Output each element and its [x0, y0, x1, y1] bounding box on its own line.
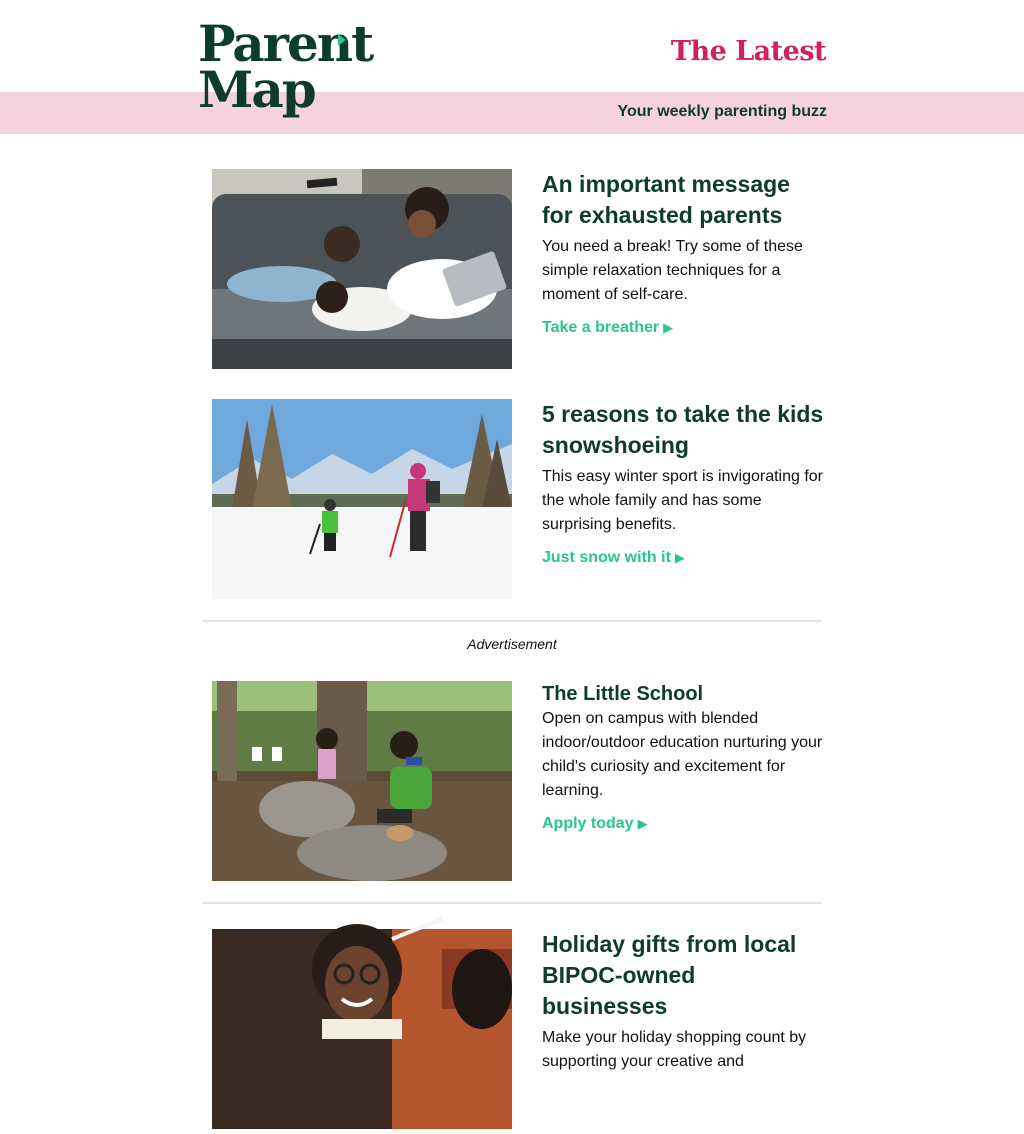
cta-label: Take a breather — [542, 319, 660, 336]
email-header — [0, 0, 1024, 92]
article-description: You need a break! Try some of these simple relaxation techniques for a moment of self-care. — [542, 238, 803, 303]
article-text — [542, 169, 826, 337]
parentmap-logo[interactable] — [198, 14, 373, 120]
article-text — [542, 929, 826, 1074]
ad-description: Open on campus with blended indoor/outdoor education nurturing your child's curiosity and excitement for learning. — [542, 710, 823, 799]
article-title[interactable]: An important message for exhausted parents — [542, 171, 790, 228]
tagline: Your weekly parenting buzz — [617, 103, 827, 120]
article-text — [542, 399, 826, 567]
play-arrow-icon: ▶ — [674, 550, 685, 565]
logo-play-icon — [338, 34, 346, 46]
advertisement-card — [212, 681, 824, 881]
logo-word-parent: Parent — [198, 14, 373, 73]
ad-text — [542, 681, 826, 833]
cta-label: Apply today — [542, 815, 634, 832]
article-image-family-couch[interactable] — [212, 169, 512, 369]
article-description: Make your holiday shopping count by supporting your creative and — [542, 1029, 807, 1070]
ad-cta-link[interactable] — [542, 815, 648, 833]
article-card — [212, 169, 824, 369]
section-divider — [202, 620, 822, 622]
article-title[interactable]: Holiday gifts from local BIPOC-owned businesses — [542, 931, 797, 1019]
article-image-smiling-woman[interactable] — [212, 929, 512, 1129]
article-cta-link[interactable] — [542, 319, 673, 337]
tagline-bar — [0, 92, 1024, 134]
play-arrow-icon: ▶ — [637, 816, 648, 831]
article-card — [212, 399, 824, 599]
article-card — [212, 929, 824, 1129]
play-arrow-icon: ▶ — [663, 320, 674, 335]
cta-label: Just snow with it — [542, 549, 671, 566]
logo-word-map: Map — [198, 60, 315, 119]
ad-title[interactable]: The Little School — [542, 683, 704, 705]
article-cta-link[interactable] — [542, 549, 685, 567]
section-title: The Latest — [670, 36, 826, 67]
article-image-snowshoeing[interactable] — [212, 399, 512, 599]
section-divider — [202, 902, 822, 904]
advertisement-label: Advertisement — [467, 636, 557, 652]
ad-image-kids-outdoors[interactable] — [212, 681, 512, 881]
article-title[interactable]: 5 reasons to take the kids snowshoeing — [542, 401, 824, 458]
article-description: This easy winter sport is invigorating for the whole family and has some surprising benefits. — [542, 468, 823, 533]
